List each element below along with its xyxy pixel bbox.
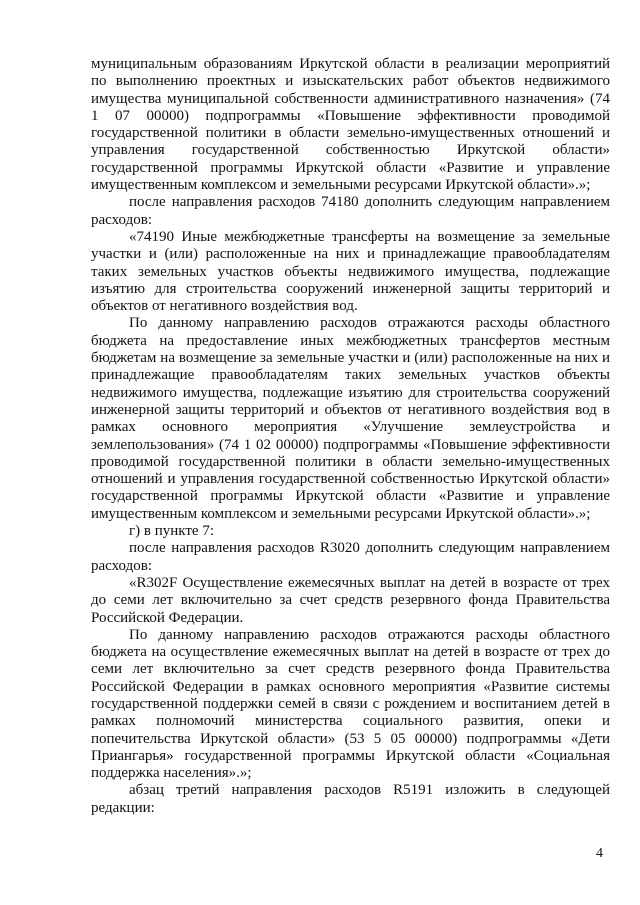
paragraph-after-74180: после направления расходов 74180 дополнить следующим направлением расходов:	[91, 194, 610, 228]
paragraph-r302f-description: По данному направлению расходов отражаются расходы областного бюджета на осуществление ежемесячных выплат на детей в возрасте от трех до семи лет включительно за счет средств резервного фонда Правительства Российской Федерации в рамках основного мероприятия «Развитие системы государственной поддержки семей в связи с рождением и воспитанием детей в рамках полномочий министерства социального развития, опеки и попечительства Иркутской области» (53 5 05 00000) подпрограммы «Дети Приангарья» государственной программы Иркутской области «Социальная поддержка населения».»;	[91, 626, 610, 782]
paragraph-74190-title: «74190 Иные межбюджетные трансферты на возмещение за земельные участки и (или) расположенные на них и принадлежащие правообладателям таких земельных участков объекты недвижимого имущества, подлежащие изъятию для строительства сооружений инженерной защиты территорий и объектов от негативного воздействия вод.	[91, 228, 610, 315]
paragraph-r302f-title: «R302F Осуществление ежемесячных выплат на детей в возрасте от трех до семи лет включительно за счет средств резервного фонда Правительства Российской Федерации.	[91, 574, 610, 626]
page-number: 4	[596, 846, 603, 861]
paragraph-after-r3020: после направления расходов R3020 дополнить следующим направлением расходов:	[91, 540, 610, 574]
paragraph-74190-description: По данному направлению расходов отражаются расходы областного бюджета на предоставление иных межбюджетных трансфертов местным бюджетам на возмещение за земельные участки и (или) расположенные на них и принадлежащие правообладателям таких земельных участков объекты недвижимого имущества, подлежащие изъятию для строительства сооружений инженерной защиты территорий и объектов от негативного воздействия вод в рамках основного мероприятия «Улучшение землеустройства и землепользования» (74 1 02 00000) подпрограммы «Повышение эффективности проводимой государственной политики в области земельно-имущественных отношений и управления государственной собственностью Иркутской области» государственной программы Иркутской области «Развитие и управление имущественным комплексом и земельными ресурсами Иркутской области».»;	[91, 315, 610, 522]
document-body	[91, 56, 610, 817]
paragraph-continuation: муниципальным образованиям Иркутской области в реализации мероприятий по выполнению проектных и изыскательских работ объектов недвижимого имущества муниципальной собственности административного назначения» (74 1 07 00000) подпрограммы «Повышение эффективности проводимой государственной политики в области земельно-имущественных отношений и управления государственной собственностью Иркутской области» государственной программы Иркутской области «Развитие и управление имущественным комплексом и земельными ресурсами Иркутской области».»;	[91, 56, 610, 194]
paragraph-r5191: абзац третий направления расходов R5191 изложить в следующей редакции:	[91, 782, 610, 816]
paragraph-item-g: г) в пункте 7:	[129, 523, 215, 540]
